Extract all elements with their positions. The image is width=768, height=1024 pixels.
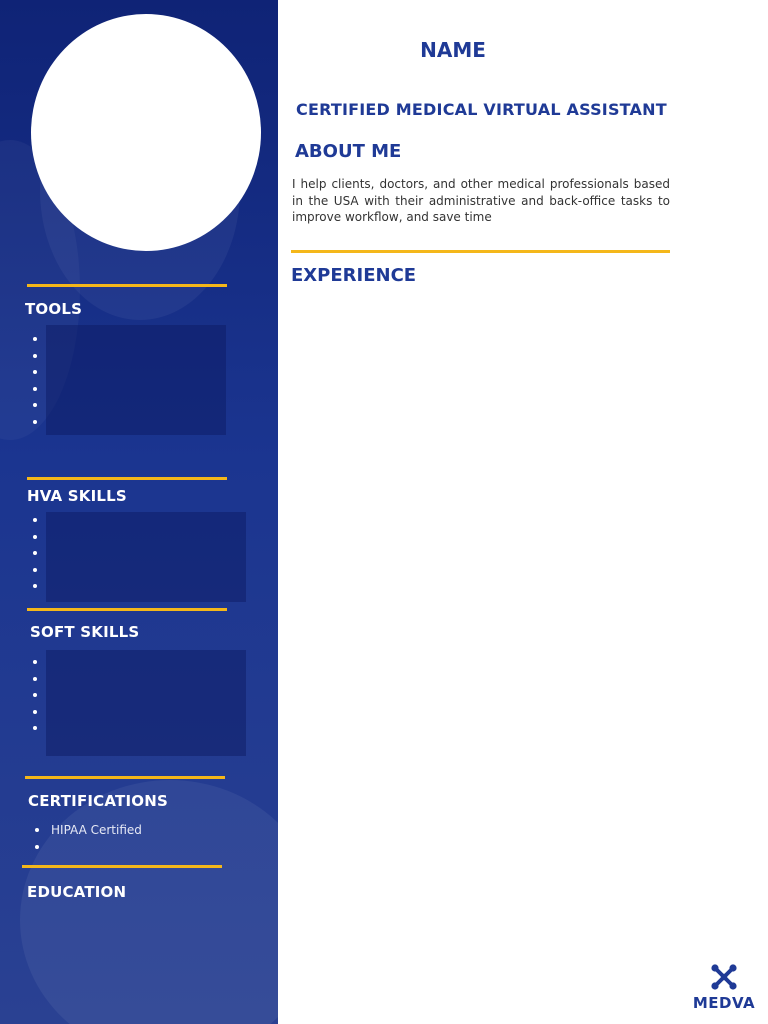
tool-item	[33, 381, 49, 398]
medva-logo	[690, 962, 758, 1016]
soft-skill-item	[33, 671, 49, 688]
experience-title: EXPERIENCE	[291, 265, 417, 286]
tool-item	[33, 397, 49, 414]
section-divider	[291, 250, 670, 253]
tool-item	[33, 348, 49, 365]
sidebar	[0, 0, 278, 1024]
soft-skills-panel	[46, 650, 246, 756]
tool-item	[33, 364, 49, 381]
hva-skills-list	[33, 512, 49, 595]
headline: CERTIFIED MEDICAL VIRTUAL ASSISTANT	[296, 100, 667, 119]
certifications-list	[35, 822, 142, 855]
section-divider	[27, 284, 227, 287]
profile-photo-placeholder[interactable]	[31, 14, 261, 251]
hva-skills-panel	[46, 512, 246, 602]
about-me-text: I help clients, doctors, and other medical professionals based in the USA with their administrative and back-office tasks to improve workflow, and save time	[292, 177, 670, 224]
tool-item	[33, 414, 49, 431]
tools-list	[33, 331, 49, 431]
medva-logo-icon	[711, 964, 737, 990]
soft-skills-list	[33, 654, 49, 737]
hva-skill-item	[33, 512, 49, 529]
tool-item	[33, 331, 49, 348]
hva-skill-item	[33, 545, 49, 562]
section-divider	[25, 776, 225, 779]
education-title: EDUCATION	[27, 883, 127, 901]
medva-logo-text: MEDVA	[692, 994, 756, 1012]
about-me-title: ABOUT ME	[295, 141, 402, 162]
certification-item	[35, 822, 142, 839]
hva-skill-item	[33, 529, 49, 546]
soft-skill-item	[33, 654, 49, 671]
section-divider	[22, 865, 222, 868]
soft-skill-item	[33, 704, 49, 721]
hva-skill-item	[33, 578, 49, 595]
hva-skill-item	[33, 562, 49, 579]
soft-skill-item	[33, 687, 49, 704]
certifications-title: CERTIFICATIONS	[28, 792, 168, 810]
certification-item	[35, 839, 142, 856]
certification-item-text: HIPAA Certified	[51, 823, 142, 837]
name-title: NAME	[420, 38, 486, 62]
tools-panel	[46, 325, 226, 435]
hva-skills-title: HVA SKILLS	[27, 487, 127, 505]
decorative-shape	[20, 780, 278, 1024]
section-divider	[27, 477, 227, 480]
section-divider	[27, 608, 227, 611]
soft-skills-title: SOFT SKILLS	[30, 623, 140, 641]
tools-title: TOOLS	[25, 300, 83, 318]
soft-skill-item	[33, 720, 49, 737]
